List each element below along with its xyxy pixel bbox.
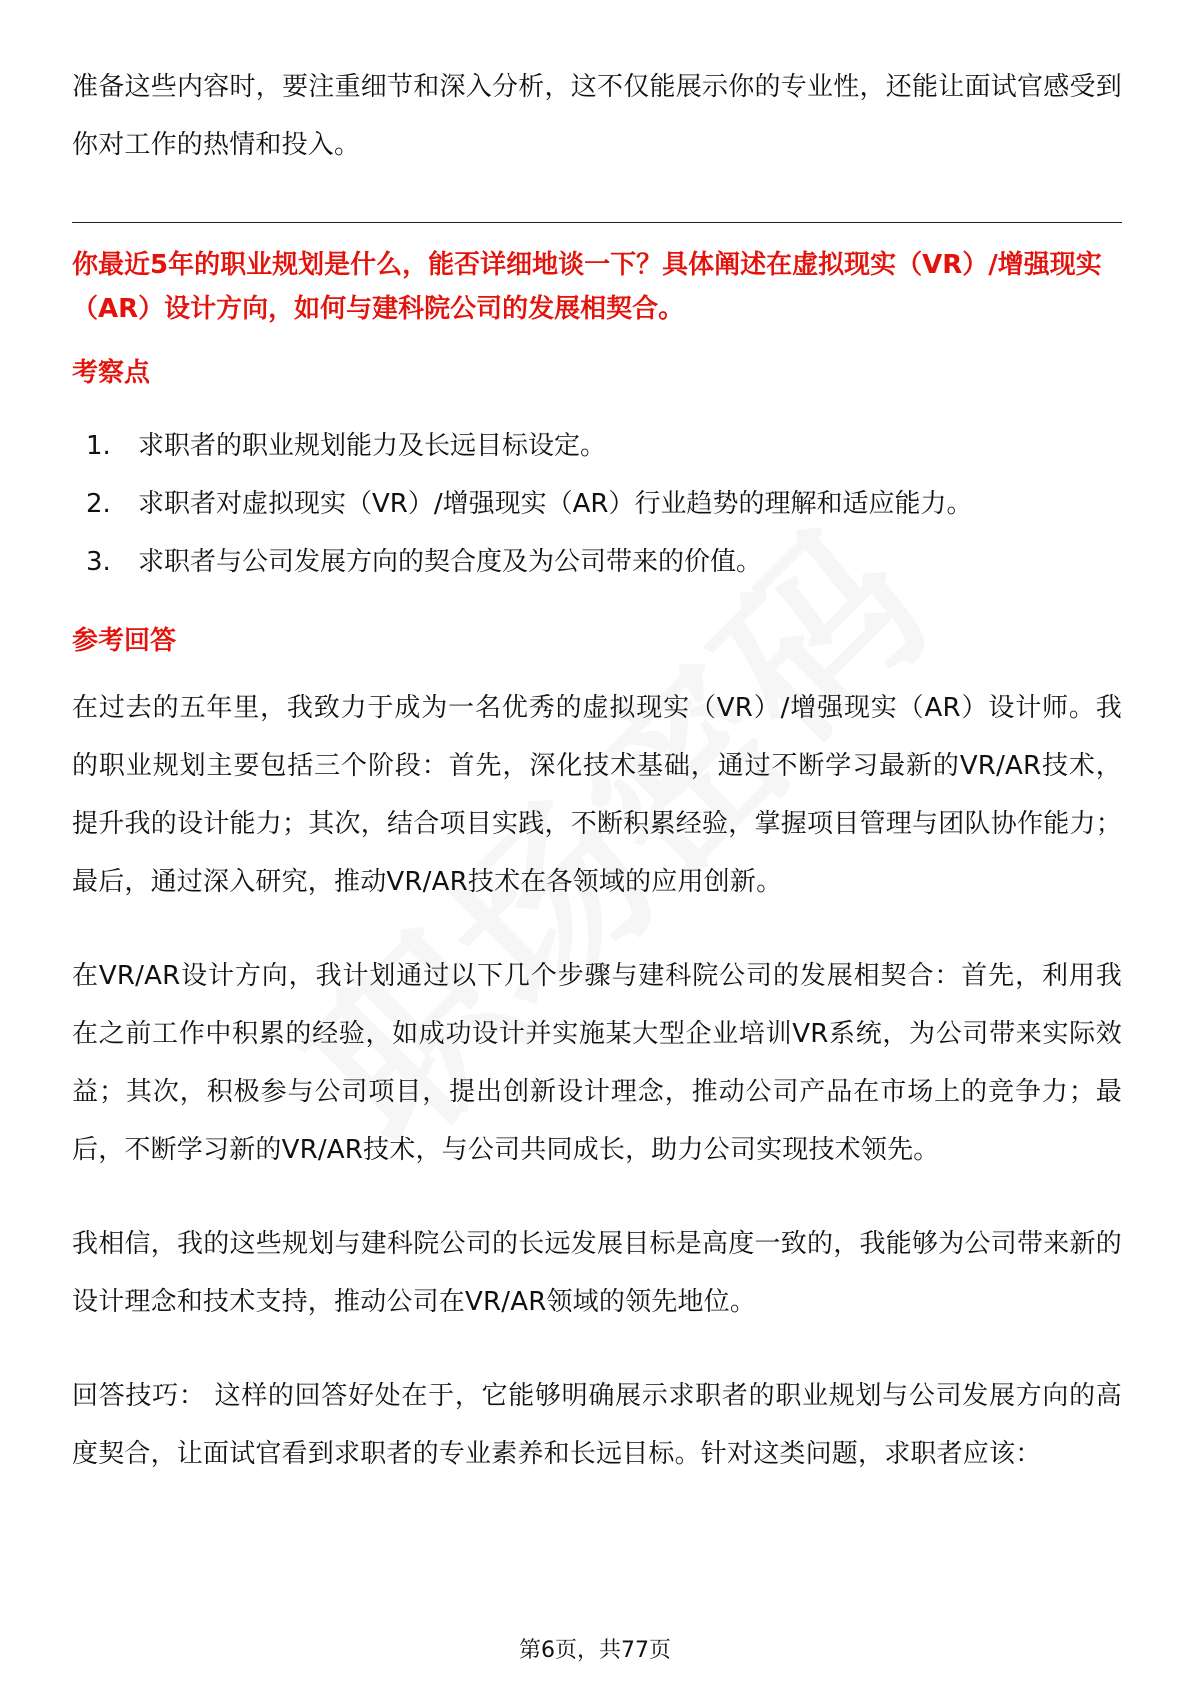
reference-heading: 参考回答 — [72, 626, 177, 656]
answer-paragraph: 在VR/AR设计方向，我计划通过以下几个步骤与建科院公司的发展相契合：首先，利用我在之前工作中积累的经验，如成功设计并实施某大型企业培训VR系统，为公司带来实际效益；其次，积极参与公司项目，提出创新设计理念，推动公司产品在市场上的竞争力；最后，不断学习新的VR/AR技术，与公司共同成长，助力公司实现技术领先。 — [72, 961, 1122, 1165]
list-item-text: 求职者的职业规划能力及长远目标设定。 — [138, 431, 607, 461]
page-content — [72, 58, 1122, 1483]
list-item — [72, 475, 1122, 533]
list-item-number: 2. — [86, 489, 111, 519]
section-divider — [72, 222, 1122, 223]
list-item-text: 求职者与公司发展方向的契合度及为公司带来的价值。 — [138, 547, 763, 577]
list-item-number: 3. — [86, 547, 111, 577]
list-item-number: 1. — [86, 431, 111, 461]
answer-paragraph: 我相信，我的这些规划与建科院公司的长远发展目标是高度一致的，我能够为公司带来新的设计理念和技术支持，推动公司在VR/AR领域的领先地位。 — [72, 1229, 1122, 1317]
list-item — [72, 417, 1122, 475]
list-item-text: 求职者对虚拟现实（VR）/增强现实（AR）行业趋势的理解和适应能力。 — [138, 489, 973, 519]
list-item — [72, 533, 1122, 591]
answer-paragraph: 在过去的五年里，我致力于成为一名优秀的虚拟现实（VR）/增强现实（AR）设计师。我的职业规划主要包括三个阶段：首先，深化技术基础，通过不断学习最新的VR/AR技术，提升我的设计能力；其次，结合项目实践，不断积累经验，掌握项目管理与团队协作能力；最后，通过深入研究，推动VR/AR技术在各领域的应用创新。 — [72, 693, 1122, 897]
intro-paragraph: 准备这些内容时，要注重细节和深入分析，这不仅能展示你的专业性，还能让面试官感受到你对工作的热情和投入。 — [72, 72, 1122, 160]
assessment-heading: 考察点 — [72, 358, 151, 388]
assessment-list — [72, 417, 1122, 591]
answer-tips-paragraph: 回答技巧： 这样的回答好处在于，它能够明确展示求职者的职业规划与公司发展方向的高度契合，让面试官看到求职者的专业素养和长远目标。针对这类问题，求职者应该： — [72, 1381, 1123, 1469]
page-number: 第6页，共77页 — [519, 1638, 671, 1663]
question-title: 你最近5年的职业规划是什么，能否详细地谈一下？具体阐述在虚拟现实（VR）/增强现实（AR）设计方向，如何与建科院公司的发展相契合。 — [72, 250, 1102, 324]
